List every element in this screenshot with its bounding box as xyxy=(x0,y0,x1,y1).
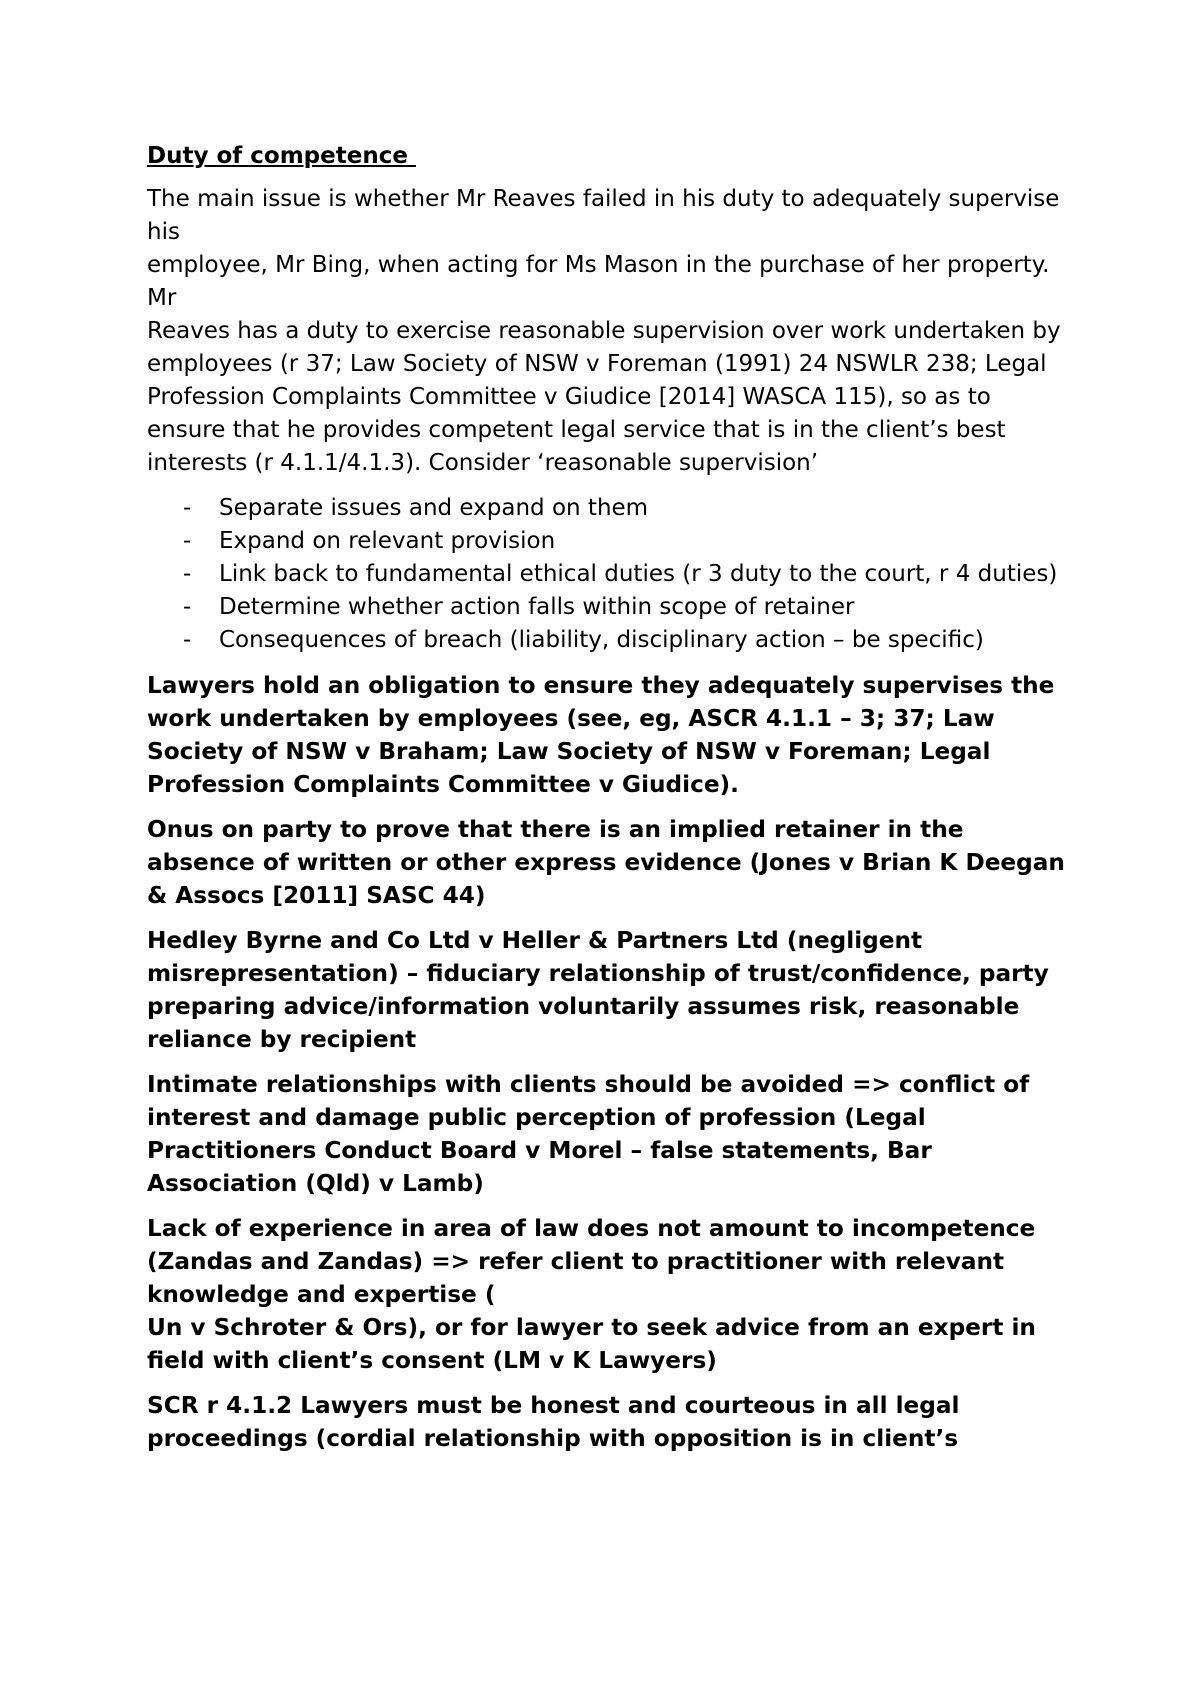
list-item xyxy=(147,525,1067,558)
list-item-text: Determine whether action falls within scope of retainer xyxy=(219,594,855,620)
bullet-dash: - xyxy=(183,495,192,521)
note-line: Intimate relationships with clients should be avoided => conflict of interest and damage public perception of profession (Legal Practitioners Conduct Board v Morel – false statements, Bar Association (Qld) v Lamb) xyxy=(147,1071,1030,1197)
note-honesty-courtesy xyxy=(147,1389,1067,1455)
intro-line: employee, Mr Bing, when acting for Ms Mason in the purchase of her property. Mr xyxy=(147,252,1050,311)
intro-paragraph xyxy=(147,183,1067,480)
note-lack-of-experience xyxy=(147,1212,1067,1377)
document-page xyxy=(147,140,1067,1467)
list-item xyxy=(147,558,1067,591)
list-item xyxy=(147,591,1067,624)
list-item xyxy=(147,492,1067,525)
section-heading: Duty of competence xyxy=(147,143,416,169)
note-implied-retainer xyxy=(147,813,1067,912)
list-item xyxy=(147,624,1067,657)
note-line: SCR r 4.1.2 Lawyers must be honest and courteous in all legal proceedings (cordial relationship with opposition is in client’s xyxy=(147,1392,960,1452)
list-item-text: Consequences of breach (liability, disciplinary action – be specific) xyxy=(219,627,984,653)
guidance-list xyxy=(147,492,1067,657)
note-line: Un v Schroter & Ors), or for lawyer to seek advice from an expert in field with client’s consent (LM v K Lawyers) xyxy=(147,1314,1036,1374)
note-line: Hedley Byrne and Co Ltd v Heller & Partners Ltd (negligent misrepresentation) – fiduciary relationship of trust/confidence, party preparing advice/information voluntarily assumes risk, reasonable reliance by recipient xyxy=(147,927,1049,1053)
note-line: Lack of experience in area of law does not amount to incompetence (Zandas and Zandas) => refer client to practitioner with relevant knowledge and expertise ( xyxy=(147,1215,1036,1308)
list-item-text: Separate issues and expand on them xyxy=(219,495,649,521)
note-intimate-relationships xyxy=(147,1068,1067,1200)
note-negligent-misrepresentation xyxy=(147,924,1067,1056)
list-item-text: Link back to fundamental ethical duties (r 3 duty to the court, r 4 duties) xyxy=(219,561,1058,587)
note-line: Lawyers hold an obligation to ensure they adequately supervises the work undertaken by employees (see, eg, ASCR 4.1.1 – 3; 37; Law Society of NSW v Braham; Law Society of NSW v Foreman; Legal Profession Complaints Committee v Giudice). xyxy=(147,672,1055,798)
bullet-dash: - xyxy=(183,561,192,587)
bullet-dash: - xyxy=(183,594,192,620)
bullet-dash: - xyxy=(183,528,192,554)
list-item-text: Expand on relevant provision xyxy=(219,528,556,554)
bullet-dash: - xyxy=(183,627,192,653)
intro-line: Reaves has a duty to exercise reasonable supervision over work undertaken by employees (r 37; Law Society of NSW v Foreman (1991) 24 NSWLR 238; Legal Profession Complaints Committee v Giudice [2014] WASCA 115), so as to ensure that he provides competent legal service that is in the client’s best interests (r 4.1.1/4.1.3). Consider ‘reasonable supervision’ xyxy=(147,318,1061,476)
intro-line: The main issue is whether Mr Reaves failed in his duty to adequately supervise his xyxy=(147,186,1060,245)
note-line: Onus on party to prove that there is an implied retainer in the absence of written or other express evidence (Jones v Brian K Deegan & Assocs [2011] SASC 44) xyxy=(147,816,1065,909)
note-supervision xyxy=(147,669,1067,801)
